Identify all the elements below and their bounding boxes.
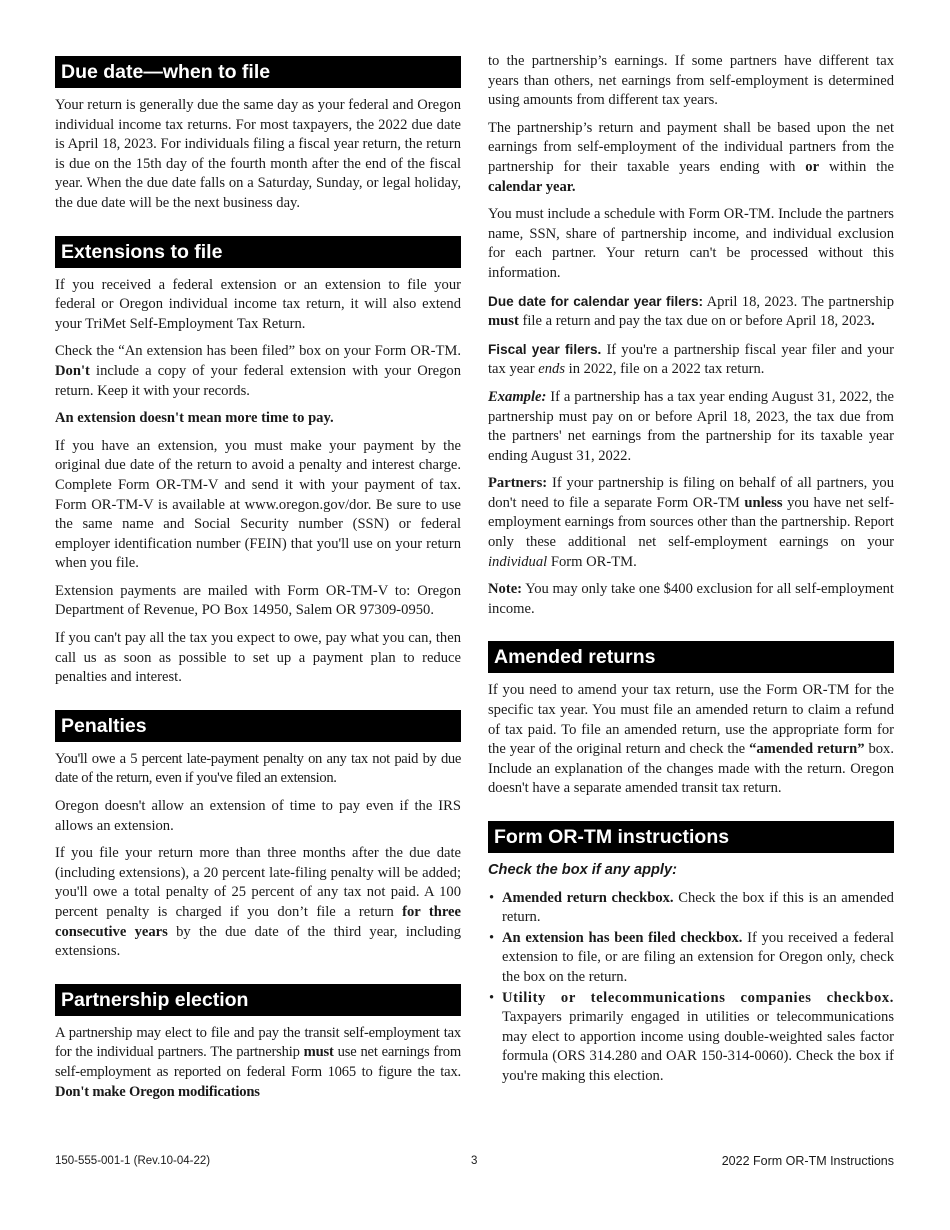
left-column [55,56,461,1102]
section-due-date [55,56,461,214]
paragraph: Note: You may only take one $400 exclusion for all self-employment income. [488,581,894,617]
paragraph: If you have an extension, you must make your payment by the original due date of the return to avoid a penalty and interest charge. Complete Form OR-TM-V and send it with your payment of tax. Form OR-TM-V is available at www.oregon.gov/dor. Be sure to use the same name and Social Security number (SSN) or federal employer identification number (FEIN) that you'll use on your return when you file. [55,437,461,572]
bullet-icon: • [489,929,495,946]
paragraph: If you need to amend your tax return, use the Form OR-TM for the specific tax year. You must file an amended return to claim a refund of tax paid. To file an amended return, use the appropriate form for the year of the original return and check the “amended return” box. Include an explanation of the changes made with the return. Oregon doesn't have a separate amended transit tax return. [488,682,894,797]
paragraph: A partnership may elect to file and pay the transit self-employment tax for the individual partners. The partnership must use net earnings from self-employment as reported on federal Form 1065 to figure the tax. Don't make Oregon modifications [55,1024,461,1100]
footer-title: 2022 Form OR-TM Instructions [721,1154,894,1168]
paragraph: You'll owe a 5 percent late-payment penalty on any tax not paid by due date of the return, even if you've filed an extension. [55,750,461,787]
section-partnership-continued [488,52,894,619]
paragraph: Example: If a partnership has a tax year ending August 31, 2022, the partnership must pay on or before April 18, 2023, the tax due from the partners' net earnings from the partnership for its taxable year ending August 31, 2022. [488,388,894,464]
bullet-icon: • [489,989,495,1006]
paragraph: An extension doesn't mean more time to pay. [55,410,334,427]
paragraph: Fiscal year filers. If you're a partnership fiscal year filer and your tax year ends in 2022, file on a 2022 tax return. [488,341,894,378]
list-item: • Utility or telecommunications companies checkbox. Taxpayers primarily engaged in utilities or telecommunications may elect to apportion income using double-weighted sales factor formula (ORS 314.280 and OAR 150-314-0060). Check the box if you're making this election. [489,989,894,1084]
section-heading-extensions: Extensions to file [55,236,461,268]
paragraph: Extension payments are mailed with Form OR-TM-V to: Oregon Department of Revenue, PO Box 14950, Salem OR 97309-0950. [55,582,461,619]
section-heading-amended: Amended returns [488,641,894,673]
section-heading-penalties: Penalties [55,710,461,742]
section-heading-partnership: Partnership election [55,984,461,1016]
footer-form-number: 150-555-001-1 (Rev.10-04-22) [55,1155,211,1167]
right-column [488,52,894,1087]
paragraph: If you received a federal extension or an extension to file your federal or Oregon individual income tax return, it will also extend your TriMet Self-Employment Tax Return. [55,276,461,332]
section-heading-due-date: Due date—when to file [55,56,461,88]
section-heading-instructions: Form OR-TM instructions [488,821,894,853]
list-item: • Amended return checkbox. Check the box if this is an amended return. [489,889,894,926]
section-extensions [55,236,461,688]
list-item: • An extension has been filed checkbox. If you received a federal extension to file, or are filing an extension for Oregon only, check the box on the return. [489,929,894,985]
section-partnership [55,984,461,1102]
section-penalties [55,710,461,962]
paragraph: Oregon doesn't allow an extension of time to pay even if the IRS allows an extension. [55,798,461,834]
paragraph: If you file your return more than three months after the due date (including extensions), a 20 percent late-filing penalty will be added; you'll owe a total penalty of 25 percent of any tax not paid. A 100 percent penalty is charged if you don’t file a return for three consecutive years by the due date of the third year, including extensions. [55,845,462,960]
paragraph: If you can't pay all the tax you expect to owe, pay what you can, then call us as soon as possible to set up a payment plan to reduce penalties and interest. [55,630,461,686]
paragraph: Partners: If your partnership is filing on behalf of all partners, you don't need to file a separate Form OR-TM unless you have net self-employment earnings from sources other than the partnership. Report only these additional net self-employment earnings on your individual Form OR-TM. [488,475,894,570]
checkbox-list [488,889,894,1087]
paragraph: The partnership’s return and payment shall be based upon the net earnings from self-employment of the individual partners from the partnership for their taxable years ending with or within the calendar year. [488,119,894,195]
paragraph: Your return is generally due the same day as your federal and Oregon individual income tax returns. For most taxpayers, the 2022 due date is April 18, 2023. For individuals filing a fiscal year return, the return is due on the 15th day of the fourth month after the end of the fiscal year. When the due date falls on a Saturday, Sunday, or legal holiday, the due date will be the next business day. [55,97,461,211]
paragraph: Due date for calendar year filers: April 18, 2023. The partnership must file a return and pay the tax due on or before April 18, 2023. [488,293,895,330]
section-instructions [488,821,894,1087]
paragraph: Check the “An extension has been filed” box on your Form OR-TM. Don't include a copy of your federal extension with your Oregon return. Keep it with your records. [55,343,461,399]
section-amended [488,641,894,799]
paragraph: You must include a schedule with Form OR-TM. Include the partners name, SSN, share of partnership income, and individual exclusion for each partner. Your return can't be processed without this information. [488,206,894,281]
bullet-icon: • [489,889,495,906]
footer-page-number: 3 [471,1155,478,1167]
subheading: Check the box if any apply: [488,862,677,878]
paragraph: to the partnership’s earnings. If some partners have different tax years than others, net earnings from self-employment is determined using amounts from different tax years. [488,53,894,109]
